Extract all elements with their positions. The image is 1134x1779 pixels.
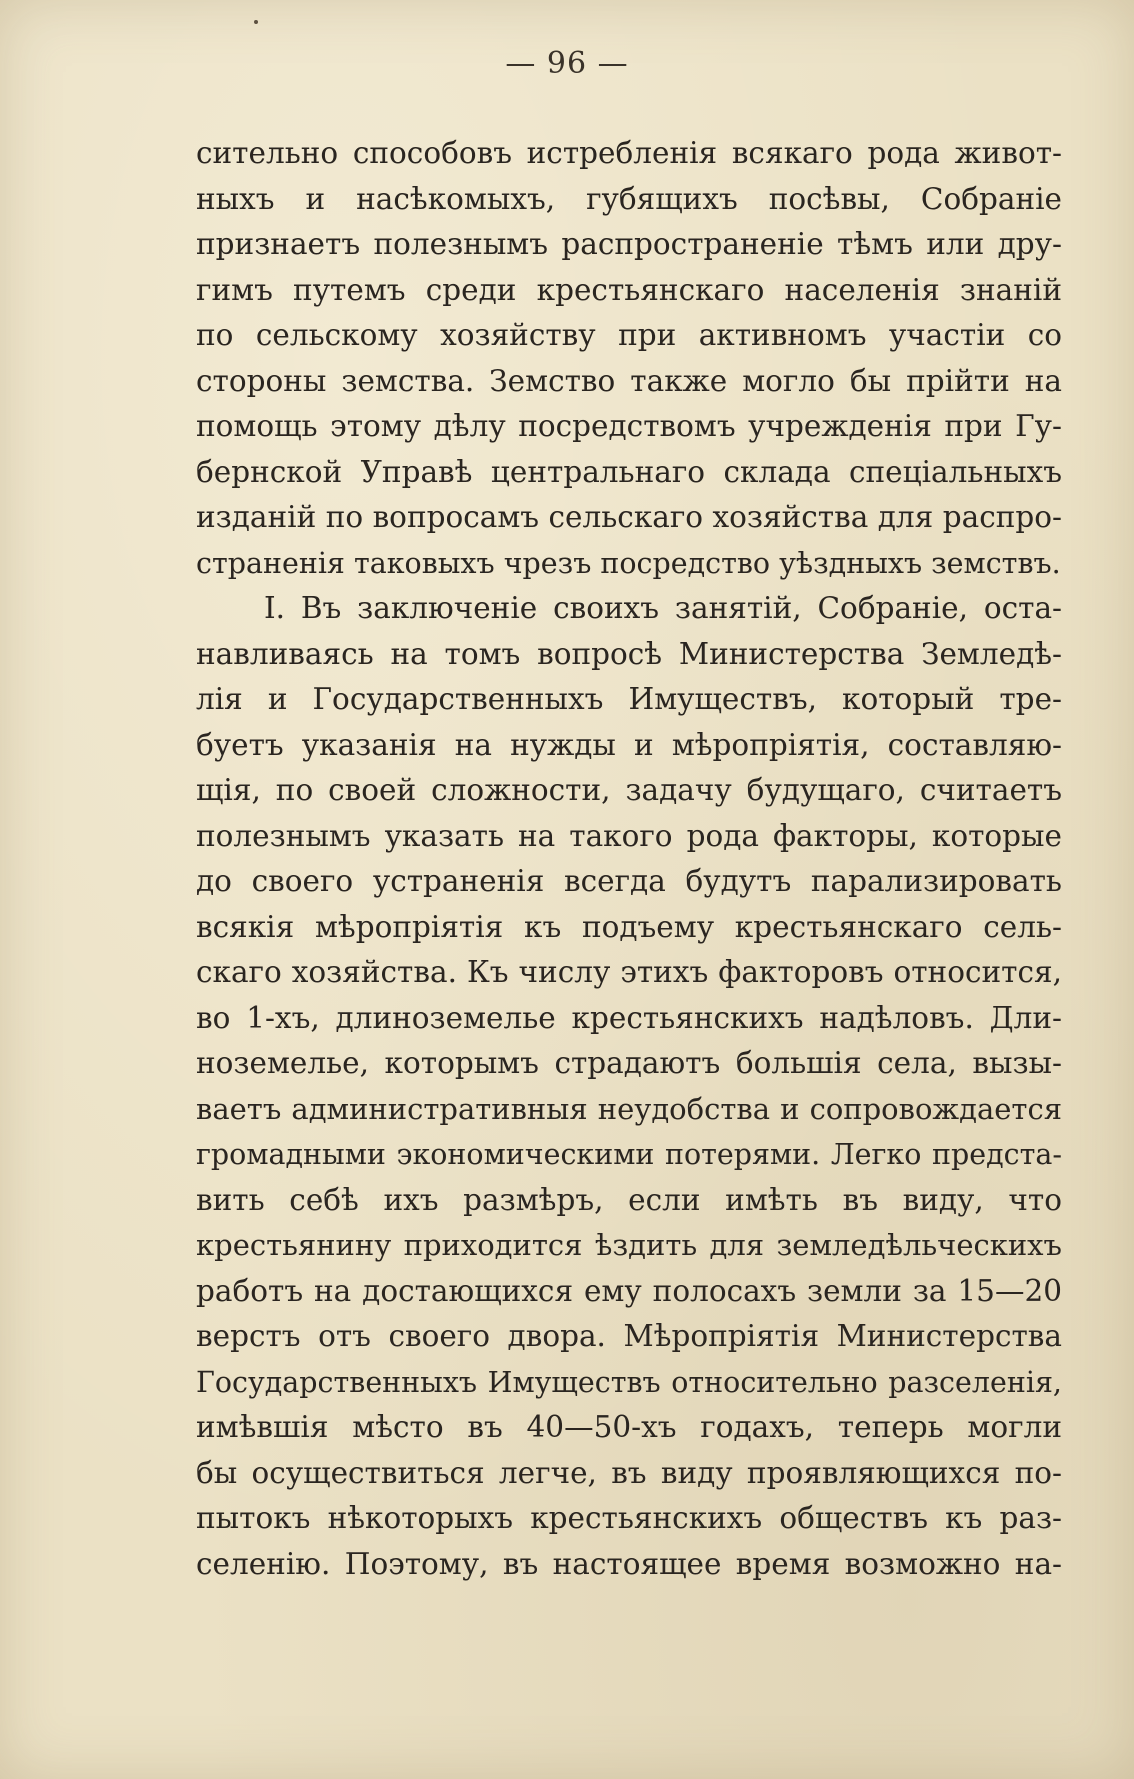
text-line: ноземелье, которымъ страдаютъ большія села, вызы- — [196, 1046, 1062, 1080]
text-line: страненія таковыхъ чрезъ посредство уѣздныхъ земствъ. — [196, 546, 1061, 580]
text-line: гимъ путемъ среди крестьянскаго населенія знаній — [196, 272, 1062, 307]
text-line: бы осуществиться легче, въ виду проявляющихся по- — [196, 1455, 1062, 1490]
text-line: буетъ указанія на нужды и мѣропріятія, составляю- — [196, 727, 1062, 762]
body-text — [196, 131, 1062, 1587]
text-line: скаго хозяйства. Къ числу этихъ факторовъ относится, — [196, 955, 1062, 989]
text-line: полезнымъ указать на такого рода факторы, которые — [196, 818, 1062, 853]
text-line: работъ на достающихся ему полосахъ земли за 15—20 — [196, 1273, 1062, 1308]
ink-speck — [254, 20, 258, 24]
text-line: навливаясь на томъ вопросѣ Министерства Земледѣ- — [196, 636, 1062, 671]
text-line: лія и Государственныхъ Имуществъ, который тре- — [196, 682, 1062, 716]
text-line: вить себѣ ихъ размѣръ, если имѣть въ виду, что — [196, 1182, 1062, 1217]
text-line: крестьянину приходится ѣздить для земледѣльческихъ — [196, 1228, 1062, 1262]
text-line: ваетъ административныя неудобства и сопровождается — [196, 1091, 1062, 1126]
text-line: бернской Управѣ центральнаго склада спеціальныхъ — [196, 454, 1062, 489]
text-line: щія, по своей сложности, задачу будущаго, считаетъ — [196, 773, 1062, 807]
text-line: признаетъ полезнымъ распространеніе тѣмъ или дру- — [196, 227, 1062, 261]
text-line: помощь этому дѣлу посредствомъ учрежденія при Гу- — [196, 409, 1062, 443]
text-line: по сельскому хозяйству при активномъ участіи со — [196, 318, 1062, 352]
text-line: стороны земства. Земство также могло бы прійти на — [196, 363, 1062, 398]
text-line: верстъ отъ своего двора. Мѣропріятія Министерства — [196, 1319, 1062, 1353]
text-line: имѣвшія мѣсто въ 40—50-хъ годахъ, теперь могли — [196, 1410, 1062, 1444]
text-line: всякія мѣропріятія къ подъему крестьянскаго сель- — [196, 909, 1062, 944]
text-line: пытокъ нѣкоторыхъ крестьянскихъ обществъ къ раз- — [196, 1501, 1062, 1535]
text-line: Государственныхъ Имуществъ относительно разселенія, — [196, 1365, 1062, 1399]
text-line: изданій по вопросамъ сельскаго хозяйства для распро- — [196, 500, 1062, 534]
text-line: во 1-хъ, длиноземелье крестьянскихъ надѣловъ. Дли- — [196, 1000, 1062, 1035]
text-line: I. Въ заключеніе своихъ занятій, Собраніе, оста- — [264, 591, 1062, 625]
text-line: селенію. Поэтому, въ настоящее время возможно на- — [196, 1546, 1062, 1581]
text-line: ныхъ и насѣкомыхъ, губящихъ посѣвы, Собраніе — [196, 181, 1062, 216]
text-line: до своего устраненія всегда будутъ парализировать — [196, 864, 1062, 898]
text-line: громадными экономическими потерями. Легко предста- — [196, 1138, 1062, 1171]
page-number: — 96 — — [505, 46, 629, 81]
text-line: сительно способовъ истребленія всякаго рода живот- — [196, 136, 1062, 170]
